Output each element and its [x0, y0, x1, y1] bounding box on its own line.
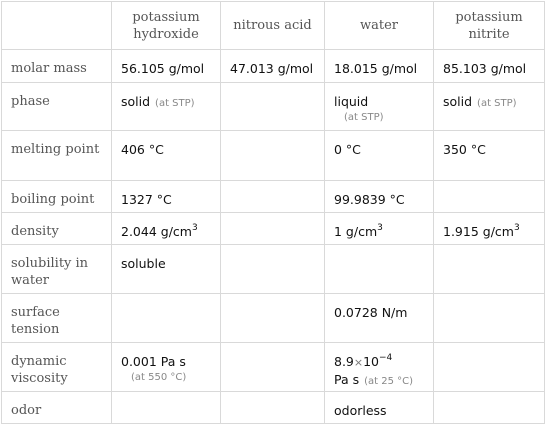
cell-value: 85.103 g/mol — [434, 50, 545, 83]
condition-note: (at 25 °C) — [364, 376, 414, 387]
properties-table — [1, 1, 545, 424]
row-label: surface tension — [2, 294, 112, 343]
exponent: 3 — [377, 222, 383, 233]
table-row — [2, 83, 545, 131]
condition-note: (at STP) — [344, 112, 384, 123]
cell-value: 56.105 g/mol — [112, 50, 221, 83]
table-row — [2, 50, 545, 83]
empty-cell — [112, 294, 221, 343]
times-sign: × — [353, 356, 364, 369]
empty-cell — [325, 245, 434, 294]
empty-cell — [112, 392, 221, 424]
empty-cell — [434, 343, 545, 392]
corner-cell — [2, 2, 112, 50]
exponent: 3 — [191, 222, 198, 233]
column-header: nitrous acid — [221, 2, 325, 50]
header-row — [2, 2, 545, 50]
value-text: 0.001 Pa s — [121, 354, 186, 369]
empty-cell — [221, 131, 325, 181]
condition-note: (at STP) — [155, 98, 195, 109]
empty-cell — [434, 245, 545, 294]
empty-cell — [434, 294, 545, 343]
cell-value: 99.9839 °C — [325, 181, 434, 213]
exponent: 3 — [513, 222, 520, 233]
table-row — [2, 294, 545, 343]
empty-cell — [221, 294, 325, 343]
row-label: boiling point — [2, 181, 112, 213]
empty-cell — [221, 181, 325, 213]
cell-value: 1327 °C — [112, 181, 221, 213]
cell-value: 0.0728 N/m — [325, 294, 434, 343]
cell-value: 0 °C — [325, 131, 434, 181]
base: 10 — [363, 354, 380, 369]
cell-value: 47.013 g/mol — [221, 50, 325, 83]
empty-cell — [221, 343, 325, 392]
cell-value: 18.015 g/mol — [325, 50, 434, 83]
table-row — [2, 181, 545, 213]
row-label: density — [2, 213, 112, 245]
cell-value — [434, 213, 545, 245]
table-row — [2, 343, 545, 392]
value-text: solid — [121, 94, 151, 109]
table-row — [2, 131, 545, 181]
value-text: liquid — [334, 94, 369, 109]
mantissa: 8.9 — [334, 354, 354, 369]
exponent: −4 — [379, 352, 393, 363]
empty-cell — [434, 181, 545, 213]
cell-value — [434, 83, 545, 131]
value-text: solid — [443, 94, 473, 109]
row-label: melting point — [2, 131, 112, 181]
cell-value — [325, 83, 434, 131]
table-row — [2, 392, 545, 424]
table-row — [2, 245, 545, 294]
row-label: molar mass — [2, 50, 112, 83]
value-text: 1 g/cm — [334, 224, 378, 239]
empty-cell — [221, 392, 325, 424]
condition-note: (at STP) — [477, 98, 517, 109]
cell-value: soluble — [112, 245, 221, 294]
column-header: water — [325, 2, 434, 50]
cell-value — [325, 343, 434, 392]
row-label: solubility in water — [2, 245, 112, 294]
condition-note: (at 550 °C) — [131, 372, 187, 383]
value-text: 2.044 g/cm — [121, 224, 192, 239]
empty-cell — [221, 245, 325, 294]
cell-value — [112, 213, 221, 245]
cell-value — [112, 343, 221, 392]
row-label: dynamic viscosity — [2, 343, 112, 392]
cell-value — [112, 83, 221, 131]
value-text: 1.915 g/cm — [443, 224, 514, 239]
row-label: phase — [2, 83, 112, 131]
cell-value: odorless — [325, 392, 434, 424]
empty-cell — [221, 83, 325, 131]
row-label: odor — [2, 392, 112, 424]
empty-cell — [434, 392, 545, 424]
unit: Pa s — [334, 372, 360, 387]
cell-value — [325, 213, 434, 245]
table-row — [2, 213, 545, 245]
empty-cell — [221, 213, 325, 245]
cell-value: 406 °C — [112, 131, 221, 181]
column-header: potassium hydroxide — [112, 2, 221, 50]
cell-value: 350 °C — [434, 131, 545, 181]
column-header: potassium nitrite — [434, 2, 545, 50]
